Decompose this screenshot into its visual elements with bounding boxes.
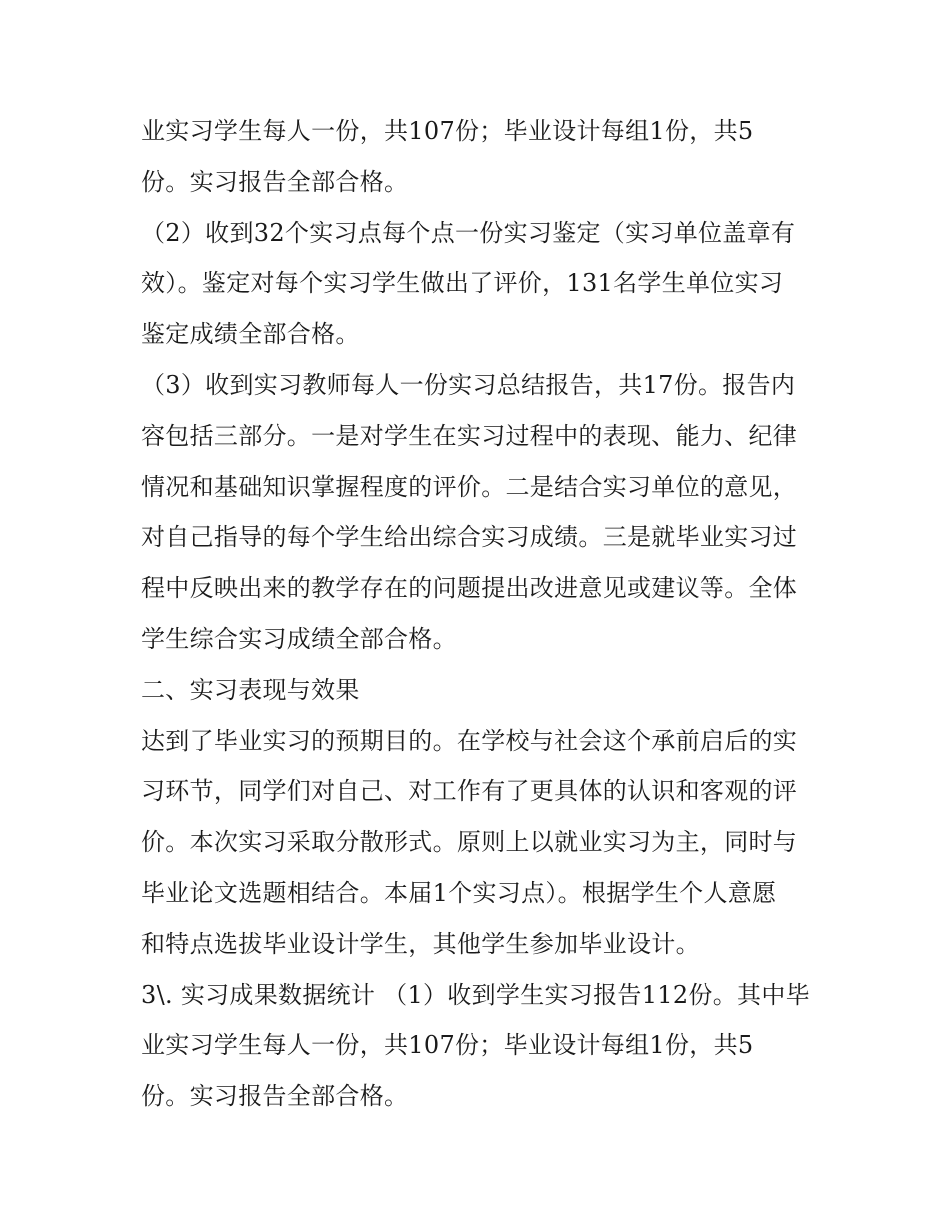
text-line: 效）。鉴定对每个实习学生做出了评价，131名学生单位实习 <box>141 269 784 298</box>
document-body <box>141 112 821 1128</box>
text-line: 鉴定成绩全部合格。 <box>141 320 360 349</box>
text-line: 业实习学生每人一份，共107份；毕业设计每组1份，共5 <box>141 117 754 145</box>
text-line: 毕业论文选题相结合。本届1个实习点）。根据学生个人意愿 <box>141 878 777 907</box>
section-heading: 二、实习表现与效果 <box>141 675 360 704</box>
text-line: 3\. 实习成果数据统计 （1）收到学生实习报告112份。其中毕 <box>141 980 810 1009</box>
text-line: 和特点选拔毕业设计学生，其他学生参加毕业设计。 <box>141 929 700 958</box>
text-line: 程中反映出来的教学存在的问题提出改进意见或建议等。全体 <box>141 574 798 603</box>
text-line: 价。本次实习采取分散形式。原则上以就业实习为主，同时与 <box>141 828 798 857</box>
text-line: 对自己指导的每个学生给出综合实习成绩。三是就毕业实习过 <box>141 523 798 552</box>
text-line: 学生综合实习成绩全部合格。 <box>141 624 457 653</box>
text-line: 情况和基础知识掌握程度的评价。二是结合实习单位的意见， <box>141 472 798 501</box>
text-line: 达到了毕业实习的预期目的。在学校与社会这个承前启后的实 <box>141 726 798 755</box>
text-line: 容包括三部分。一是对学生在实习过程中的表现、能力、纪律 <box>141 421 798 450</box>
text-line: 份。实习报告全部合格。 <box>141 1082 409 1111</box>
text-line: 份。实习报告全部合格。 <box>141 167 409 196</box>
text-line: （3）收到实习教师每人一份实习总结报告，共17份。报告内 <box>141 370 796 399</box>
text-line: （2）收到32个实习点每个点一份实习鉴定（实习单位盖章有 <box>141 218 796 247</box>
text-line: 业实习学生每人一份，共107份；毕业设计每组1份，共5 <box>141 1031 754 1060</box>
text-line: 习环节，同学们对自己、对工作有了更具体的认识和客观的评 <box>141 777 798 806</box>
